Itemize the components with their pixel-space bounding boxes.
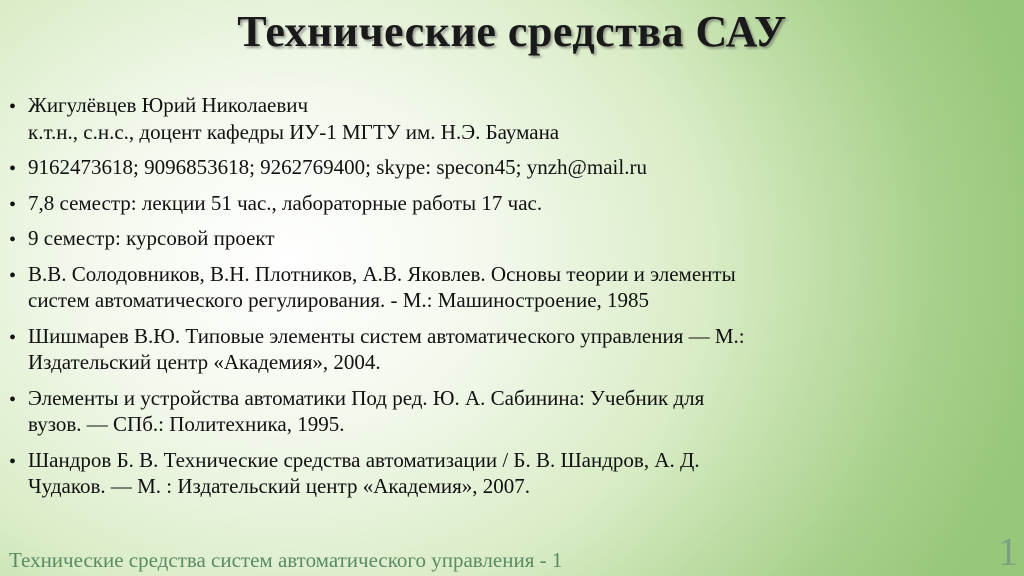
list-item-reference-3 [0, 385, 1000, 438]
bullet-icon: • [9, 450, 17, 473]
content-list [0, 92, 1000, 509]
reference-1-line-1: В.В. Солодовников, В.Н. Плотников, А.В. Яковлев. Основы теории и элементы [28, 261, 736, 286]
bullet-icon: • [9, 229, 17, 251]
reference-2-line-2: Издательский центр «Академия», 2004. [28, 350, 381, 374]
bullet-icon: • [9, 158, 17, 180]
bullet-icon: • [9, 193, 17, 216]
list-item-reference-4 [0, 447, 1000, 500]
reference-2-line-1: Шишмарев В.Ю. Типовые элементы систем автоматического управления — М.: [28, 323, 745, 348]
bullet-icon: • [9, 326, 17, 349]
author-name: Жигулёвцев Юрий Николаевич [28, 93, 309, 117]
slide-title: Технические средства САУ [237, 7, 787, 56]
bullet-icon: • [9, 388, 17, 411]
bullet-icon: • [9, 96, 17, 118]
list-item-semester-9 [0, 225, 1000, 252]
reference-4-line-2: Чудаков. — М. : Издательский центр «Академия», 2007. [28, 474, 531, 498]
reference-3-line-2: вузов. — СПб.: Политехника, 1995. [28, 412, 345, 436]
reference-4-line-1: Шандров Б. В. Технические средства автоматизации / Б. В. Шандров, А. Д. [28, 447, 700, 472]
list-item-reference-1 [0, 261, 1000, 314]
bullet-icon: • [9, 264, 17, 287]
author-title: к.т.н., с.н.с., доцент кафедры ИУ-1 МГТУ им. Н.Э. Баумана [28, 119, 560, 144]
slide-footer: Технические средства систем автоматического управления - 1 [9, 548, 563, 572]
list-item-semester-7-8 [0, 190, 1000, 217]
page-number: 1 [998, 529, 1018, 574]
reference-3-line-1: Элементы и устройства автоматики Под ред. Ю. А. Сабинина: Учебник для [28, 385, 705, 410]
list-item-contacts [0, 154, 1000, 181]
list-item-reference-2 [0, 323, 1000, 376]
semester-7-8-text: 7,8 семестр: лекции 51 час., лабораторные работы 17 час. [28, 190, 543, 215]
semester-9-text: 9 семестр: курсовой проект [28, 226, 275, 250]
reference-1-line-2: систем автоматического регулирования. - М.: Машиностроение, 1985 [28, 288, 650, 312]
contacts-text: 9162473618; 9096853618; 9262769400; skype: specon45; ynzh@mail.ru [28, 155, 647, 179]
list-item-author [0, 92, 1000, 145]
